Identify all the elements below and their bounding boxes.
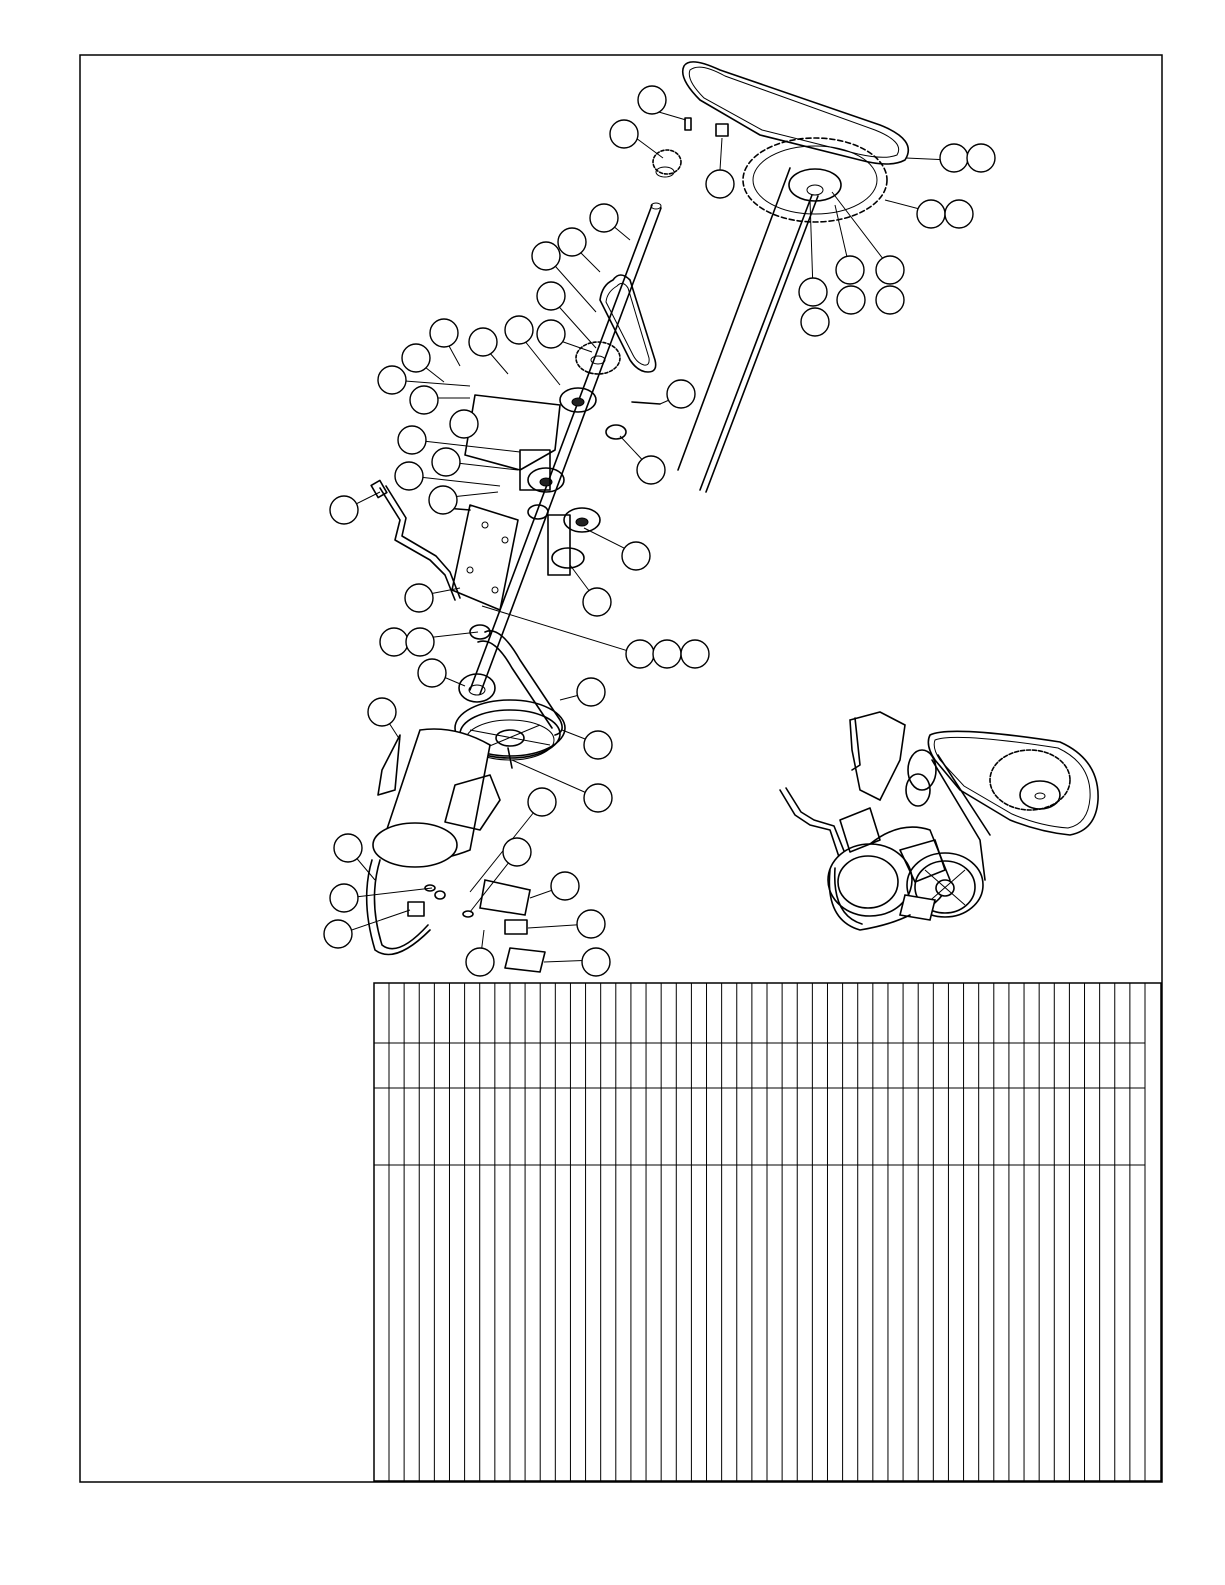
callout-balloon xyxy=(577,910,605,938)
drawing-border xyxy=(80,55,1162,1482)
callout-balloon xyxy=(324,920,352,948)
callout-balloon xyxy=(638,86,666,114)
callout-balloon xyxy=(876,286,904,314)
callout-balloon xyxy=(837,286,865,314)
callout-balloon xyxy=(583,588,611,616)
callout-balloon xyxy=(503,838,531,866)
callout-balloon xyxy=(505,316,533,344)
callout-balloon xyxy=(590,204,618,232)
callout-balloon xyxy=(410,386,438,414)
callout-balloon xyxy=(330,884,358,912)
callout-balloon xyxy=(637,456,665,484)
callout-balloon xyxy=(706,170,734,198)
callout-balloon xyxy=(876,256,904,284)
drive-belt-icon xyxy=(683,62,909,164)
callout-balloon xyxy=(395,462,423,490)
callout-balloon xyxy=(528,788,556,816)
callout-balloon xyxy=(667,380,695,408)
callout-balloon xyxy=(945,200,973,228)
callout-balloon xyxy=(532,242,560,270)
callout-balloon xyxy=(406,628,434,656)
callout-balloon xyxy=(537,282,565,310)
callout-balloon xyxy=(537,320,565,348)
callout-balloon xyxy=(610,120,638,148)
callout-balloon xyxy=(799,278,827,306)
callout-balloon xyxy=(368,698,396,726)
callout-balloon xyxy=(378,366,406,394)
callout-balloon xyxy=(622,542,650,570)
callout-balloon xyxy=(626,640,654,668)
callout-balloon xyxy=(940,144,968,172)
callout-balloon xyxy=(380,628,408,656)
callout-balloon xyxy=(430,319,458,347)
callout-balloon xyxy=(466,948,494,976)
callout-balloon xyxy=(418,659,446,687)
callout-balloon xyxy=(917,200,945,228)
mounting-plate-icon xyxy=(445,505,518,610)
callout-balloon xyxy=(836,256,864,284)
small-sprocket-icon xyxy=(653,118,728,177)
callout-balloon xyxy=(432,448,460,476)
parts-table xyxy=(374,983,1161,1481)
pillow-block-bearing-icon xyxy=(528,505,600,575)
callout-balloon xyxy=(584,784,612,812)
callout-balloon xyxy=(801,308,829,336)
callout-balloon xyxy=(429,486,457,514)
exploded-view xyxy=(324,62,995,976)
callout-balloon xyxy=(577,678,605,706)
callout-balloon xyxy=(558,228,586,256)
bearing-bracket-icon xyxy=(465,388,660,492)
callout-balloon xyxy=(551,872,579,900)
electric-motor-icon xyxy=(367,729,500,955)
callout-balloon xyxy=(405,584,433,612)
table-column-dividers xyxy=(389,983,1145,1481)
callout-balloon xyxy=(967,144,995,172)
callout-balloon xyxy=(653,640,681,668)
callout-balloon xyxy=(450,410,478,438)
callout-balloon xyxy=(402,344,430,372)
callout-balloon xyxy=(681,640,709,668)
assembled-view xyxy=(780,712,1098,930)
callout-balloon xyxy=(582,948,610,976)
callout-balloon xyxy=(469,328,497,356)
callout-balloon xyxy=(334,834,362,862)
callout-balloon xyxy=(330,496,358,524)
callout-balloon xyxy=(398,426,426,454)
callout-balloon xyxy=(584,731,612,759)
